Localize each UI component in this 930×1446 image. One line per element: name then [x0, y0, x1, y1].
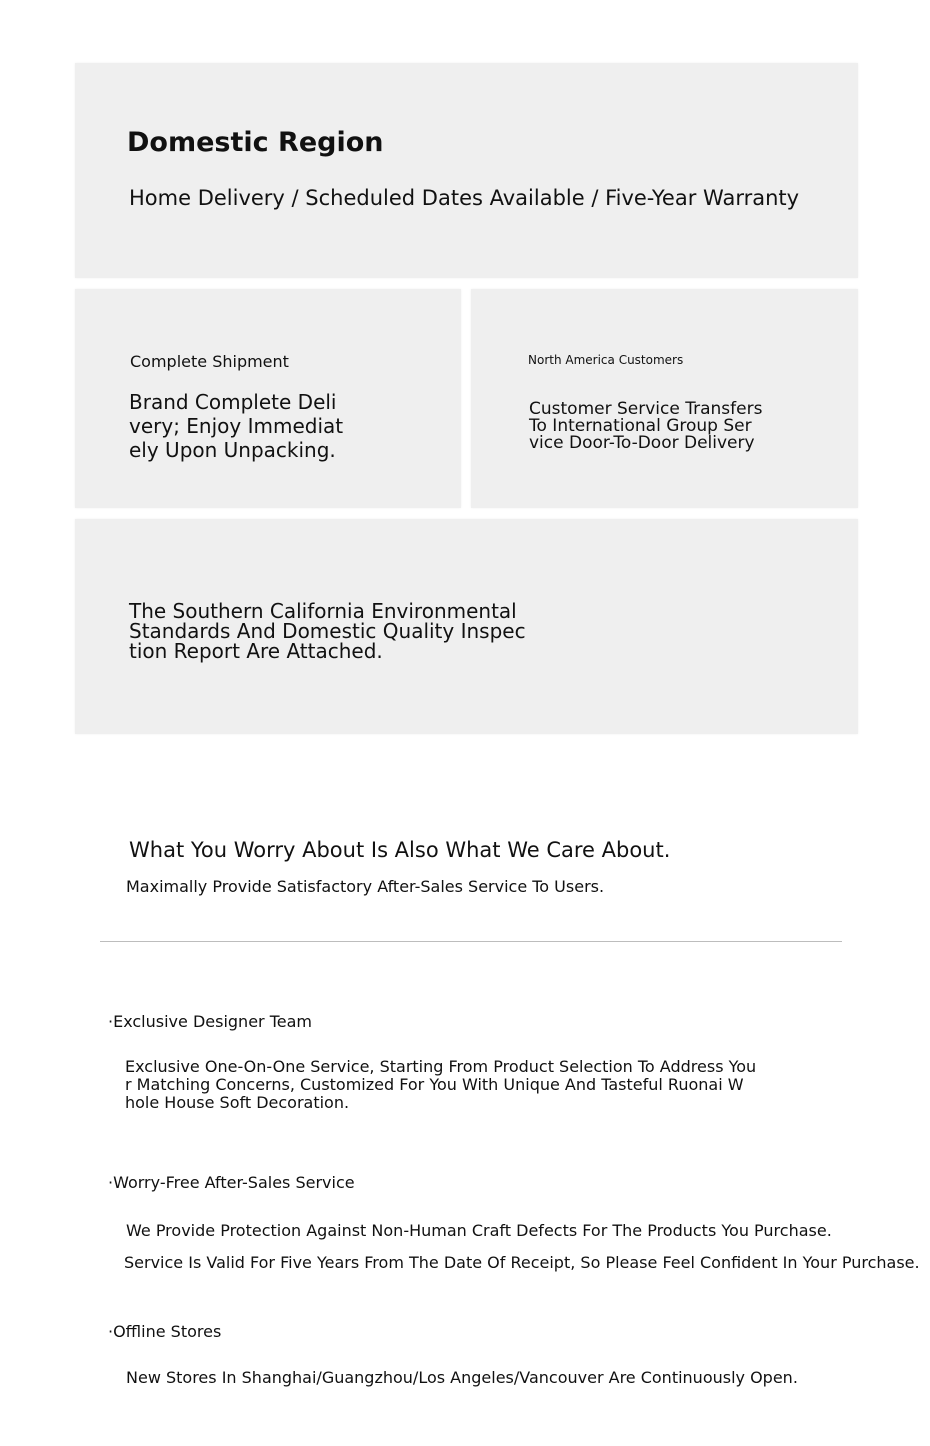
section-divider: [100, 941, 842, 942]
feature-after-sales-text-line1: We Provide Protection Against Non-Human Craft Defects For The Products You Purchase.: [126, 1221, 832, 1240]
feature-offline-stores-text: New Stores In Shanghai/Guangzhou/Los Angeles/Vancouver Are Continuously Open.: [126, 1368, 798, 1387]
feature-after-sales-text-line2: Service Is Valid For Five Years From The Date Of Receipt, So Please Feel Confident In Your Purchase.: [124, 1253, 920, 1272]
feature-designer-team-title: ·Exclusive Designer Team: [108, 1012, 312, 1031]
complete-shipment-title: Complete Shipment: [130, 352, 289, 371]
standards-card: [75, 519, 858, 734]
north-america-card: [471, 289, 858, 508]
north-america-text: Customer Service Transfers To International Group Ser vice Door-To-Door Delivery: [529, 399, 763, 453]
worry-section-subtitle: Maximally Provide Satisfactory After-Sales Service To Users.: [126, 877, 605, 896]
domestic-region-title: Domestic Region: [127, 127, 384, 158]
north-america-title: North America Customers: [528, 353, 684, 367]
complete-shipment-text: Brand Complete Deli very; Enjoy Immediat ely Upon Unpacking.: [129, 390, 344, 462]
domestic-region-card: [75, 63, 858, 278]
domestic-region-subtitle: Home Delivery / Scheduled Dates Available / Five-Year Warranty: [129, 186, 800, 210]
complete-shipment-card: [75, 289, 461, 508]
worry-section-title: What You Worry About Is Also What We Care About.: [129, 838, 671, 862]
feature-offline-stores-title: ·Offline Stores: [108, 1322, 222, 1341]
standards-text: The Southern California Environmental Standards And Domestic Quality Inspec tion Report Are Attached.: [129, 599, 526, 663]
feature-designer-team-text: Exclusive One-On-One Service, Starting From Product Selection To Address You r Matching Concerns, Customized For You With Unique And Tasteful Ruonai W hole House Soft Decoration.: [125, 1057, 757, 1112]
feature-after-sales-title: ·Worry-Free After-Sales Service: [108, 1173, 355, 1192]
